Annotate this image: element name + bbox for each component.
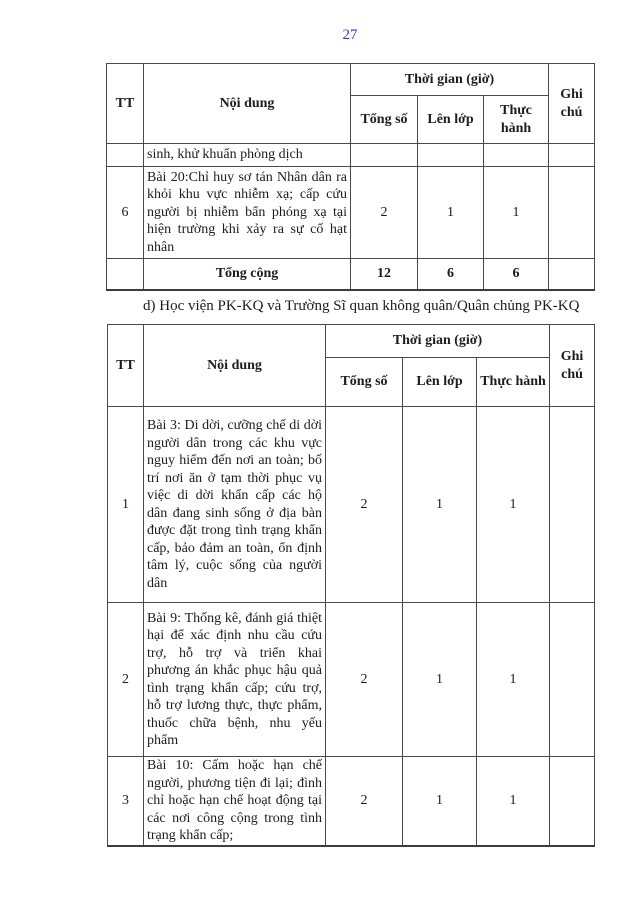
cell-len-lop: 1 xyxy=(403,757,477,846)
cell-tong-so xyxy=(351,144,418,167)
col-header-ghi-chu: Ghi chú xyxy=(549,64,595,144)
table-row xyxy=(108,407,595,603)
cell-tt xyxy=(107,259,144,290)
cell-thuc-hanh: 1 xyxy=(484,167,549,259)
col-header-len-lop: Lên lớp xyxy=(418,96,484,144)
table-row xyxy=(108,757,595,846)
page-number: 27 xyxy=(342,27,358,43)
cell-len-lop: 1 xyxy=(403,407,477,603)
schedule-table-pkkq xyxy=(107,324,595,847)
cell-tt: 2 xyxy=(108,603,144,757)
cell-noi-dung: Bài 20:Chỉ huy sơ tán Nhân dân ra khỏi khu vực nhiễm xạ; cấp cứu người bị nhiễm bẩn phóng xạ tại hiện trường khi xảy ra sự cố hạt nhân xyxy=(144,167,351,259)
table-total-row xyxy=(107,259,595,290)
cell-tong-so: 2 xyxy=(326,603,403,757)
table-row xyxy=(107,167,595,259)
col-header-tt: TT xyxy=(108,325,144,407)
cell-noi-dung: Bài 9: Thống kê, đánh giá thiệt hại để xác định nhu cầu cứu trợ, hỗ trợ và triển khai phương án khắc phục hậu quả tình trạng khẩn cấp; cứu trợ, hỗ trợ lương thực, thực phẩm, thuốc chữa bệnh, nhu yếu phẩm xyxy=(144,603,326,757)
cell-tong-so: 2 xyxy=(326,757,403,846)
total-thuc-hanh: 6 xyxy=(484,259,549,290)
cell-len-lop: 1 xyxy=(403,603,477,757)
table2-header-row-1 xyxy=(108,325,595,358)
cell-noi-dung: sinh, khử khuẩn phòng dịch xyxy=(144,144,351,167)
cell-tong-so: 2 xyxy=(351,167,418,259)
total-ghi-chu xyxy=(549,259,595,290)
col-header-tong-so: Tổng số xyxy=(351,96,418,144)
cell-tt: 1 xyxy=(108,407,144,603)
cell-noi-dung: Bài 3: Di dời, cưỡng chế di dời người dân trong các khu vực nguy hiểm đến nơi an toàn; bố trí nơi ăn ở tạm thời phục vụ việc di dời khẩn cấp các hộ dân đang sinh sống ở địa bàn được đặt trong tình trạng khẩn cấp, bảo đảm an toàn, ổn định tâm lý, cuộc sống của người dân xyxy=(144,407,326,603)
cell-tt: 3 xyxy=(108,757,144,846)
cell-tt xyxy=(107,144,144,167)
table-row xyxy=(108,603,595,757)
cell-len-lop xyxy=(418,144,484,167)
cell-thuc-hanh: 1 xyxy=(477,407,550,603)
cell-ghi-chu xyxy=(549,144,595,167)
cell-tong-so: 2 xyxy=(326,407,403,603)
cell-thuc-hanh: 1 xyxy=(477,603,550,757)
cell-ghi-chu xyxy=(550,603,595,757)
col-header-ghi-chu: Ghi chú xyxy=(550,325,595,407)
section-heading: d) Học viện PK-KQ và Trường Sĩ quan không quân/Quân chủng PK-KQ xyxy=(143,298,580,314)
total-label: Tổng cộng xyxy=(144,259,351,290)
col-header-len-lop: Lên lớp xyxy=(403,358,477,407)
col-header-thoi-gian: Thời gian (giờ) xyxy=(351,64,549,96)
table-row xyxy=(107,144,595,167)
col-header-noi-dung: Nội dung xyxy=(144,325,326,407)
col-header-thuc-hanh: Thực hành xyxy=(484,96,549,144)
cell-ghi-chu xyxy=(550,407,595,603)
col-header-noi-dung: Nội dung xyxy=(144,64,351,144)
cell-noi-dung: Bài 10: Cấm hoặc hạn chế người, phương tiện đi lại; đình chỉ hoặc hạn chế hoạt động tại các nơi công cộng trong tình trạng khẩn cấp; xyxy=(144,757,326,846)
cell-thuc-hanh: 1 xyxy=(477,757,550,846)
col-header-thuc-hanh: Thực hành xyxy=(477,358,550,407)
total-len-lop: 6 xyxy=(418,259,484,290)
col-header-tong-so: Tổng số xyxy=(326,358,403,407)
schedule-table-continuation xyxy=(106,63,595,291)
table1-header-row-1 xyxy=(107,64,595,96)
total-tong-so: 12 xyxy=(351,259,418,290)
cell-len-lop: 1 xyxy=(418,167,484,259)
cell-tt: 6 xyxy=(107,167,144,259)
col-header-thoi-gian: Thời gian (giờ) xyxy=(326,325,550,358)
cell-thuc-hanh xyxy=(484,144,549,167)
cell-ghi-chu xyxy=(550,757,595,846)
cell-ghi-chu xyxy=(549,167,595,259)
col-header-tt: TT xyxy=(107,64,144,144)
